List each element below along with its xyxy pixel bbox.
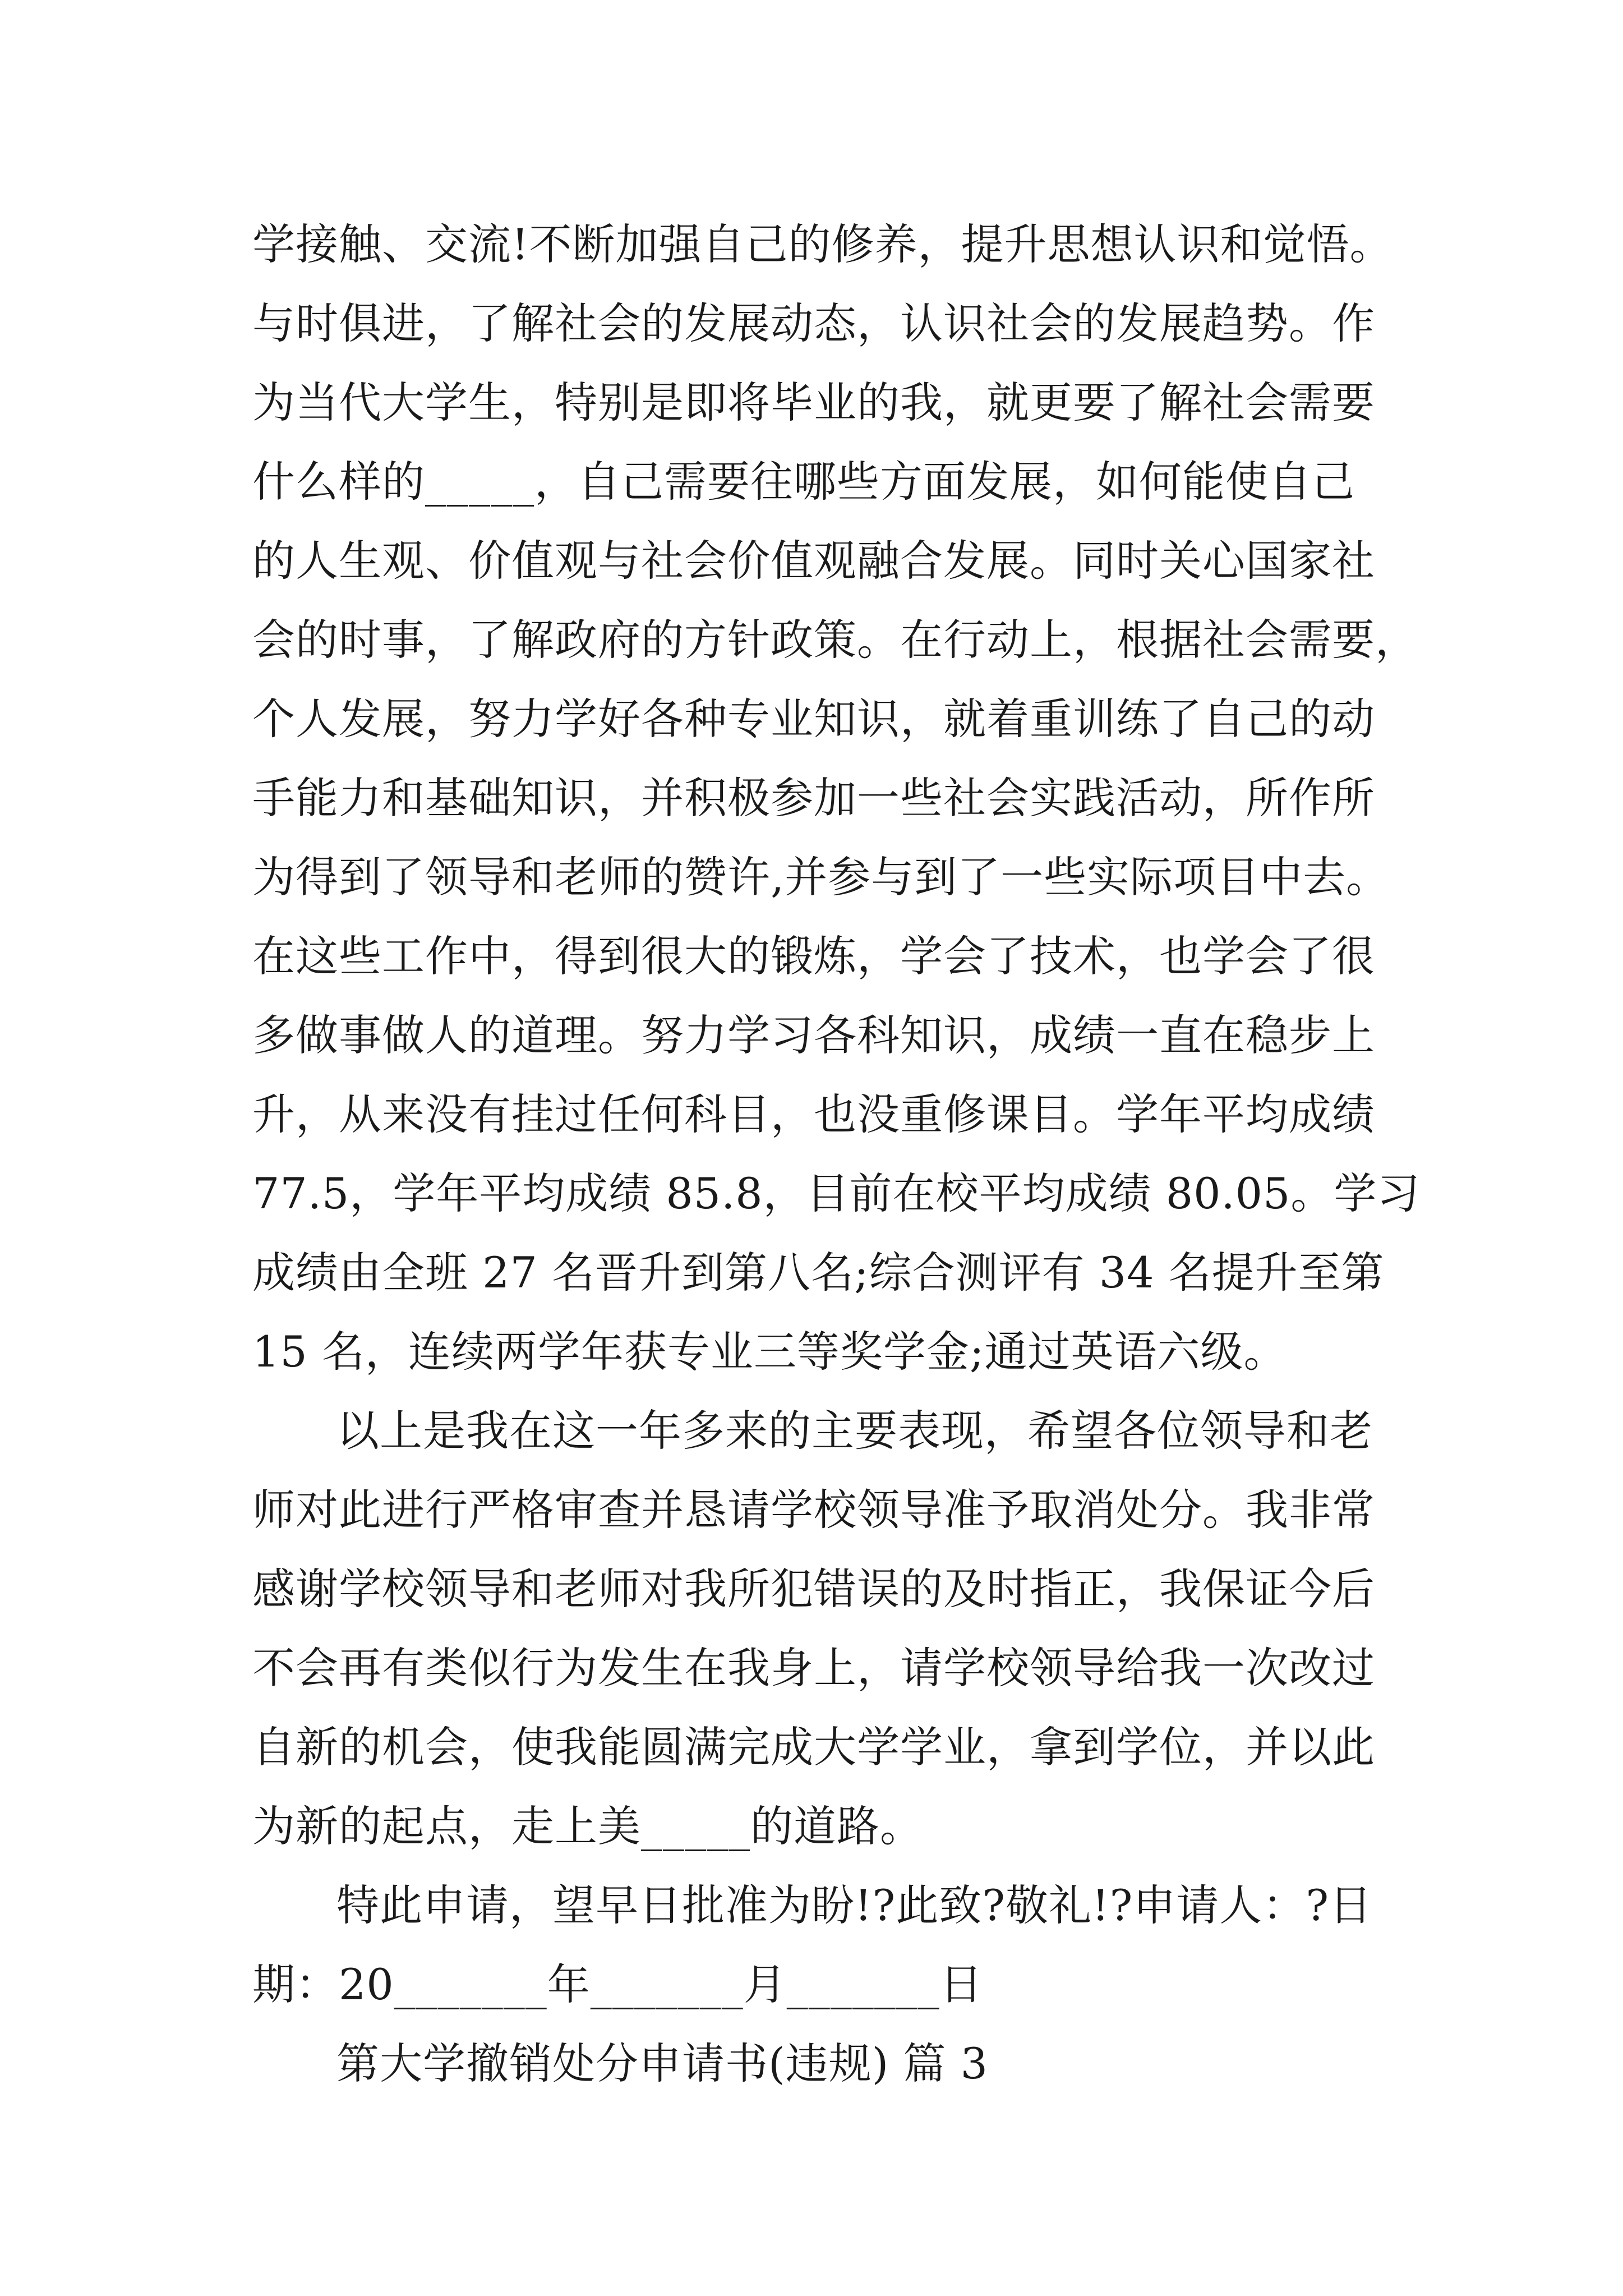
text-line: 会的时事，了解政府的方针政策。在行动上，根据社会需要， [252,615,1418,665]
text-line: 期：20_______年_______月_______日 [252,1959,983,2009]
text-line: 感谢学校领导和老师对我所犯错误的及时指正，我保证今后 [252,1564,1375,1614]
text-line: 手能力和基础知识，并积极参加一些社会实践活动，所作所 [252,773,1375,823]
text-line: 为新的起点，走上美_____的道路。 [252,1801,923,1851]
text-line: 学接触、交流!不断加强自己的修养，提升思想认识和觉悟。 [252,219,1393,269]
text-line: 成绩由全班 27 名晋升到第八名;综合测评有 34 名提升至第 [252,1248,1385,1297]
text-line: 个人发展，努力学好各种专业知识，就着重训练了自己的动 [252,694,1375,744]
text-line: 升，从来没有挂过任何科目，也没重修课目。学年平均成绩 [252,1089,1375,1139]
paragraph-first-line: 以上是我在这一年多来的主要表现，希望各位领导和老 [336,1406,1373,1456]
text-line: 为当代大学生，特别是即将毕业的我，就更要了解社会需要 [252,378,1375,427]
paragraph-first-line: 特此申请，望早日批准为盼!?此致?敬礼!?申请人：?日 [336,1880,1373,1930]
text-line: 不会再有类似行为发生在我身上，请学校领导给我一次改过 [252,1643,1375,1693]
text-line: 为得到了领导和老师的赞许,并参与到了一些实际项目中去。 [252,852,1390,902]
text-line: 什么样的_____，自己需要往哪些方面发展，如何能使自己 [252,457,1355,507]
text-line: 多做事做人的道理。努力学习各科知识，成绩一直在稳步上 [252,1010,1375,1060]
text-line: 自新的机会，使我能圆满完成大学学业，拿到学位，并以此 [252,1722,1375,1772]
section-heading: 第大学撤销处分申请书(违规) 篇 3 [336,2039,988,2088]
text-line: 师对此进行严格审查并恳请学校领导准予取消处分。我非常 [252,1485,1375,1535]
text-line: 在这些工作中，得到很大的锻炼，学会了技术，也学会了很 [252,931,1375,981]
text-line: 的人生观、价值观与社会价值观融合发展。同时关心国家社 [252,536,1375,586]
document-body [252,205,1421,2103]
text-line: 15 名，连续两学年获专业三等奖学金;通过英语六级。 [252,1327,1287,1377]
text-line: 与时俱进，了解社会的发展动态，认识社会的发展趋势。作 [252,298,1375,348]
text-line: 77.5，学年平均成绩 85.8，目前在校平均成绩 80.05。学习 [252,1168,1421,1218]
